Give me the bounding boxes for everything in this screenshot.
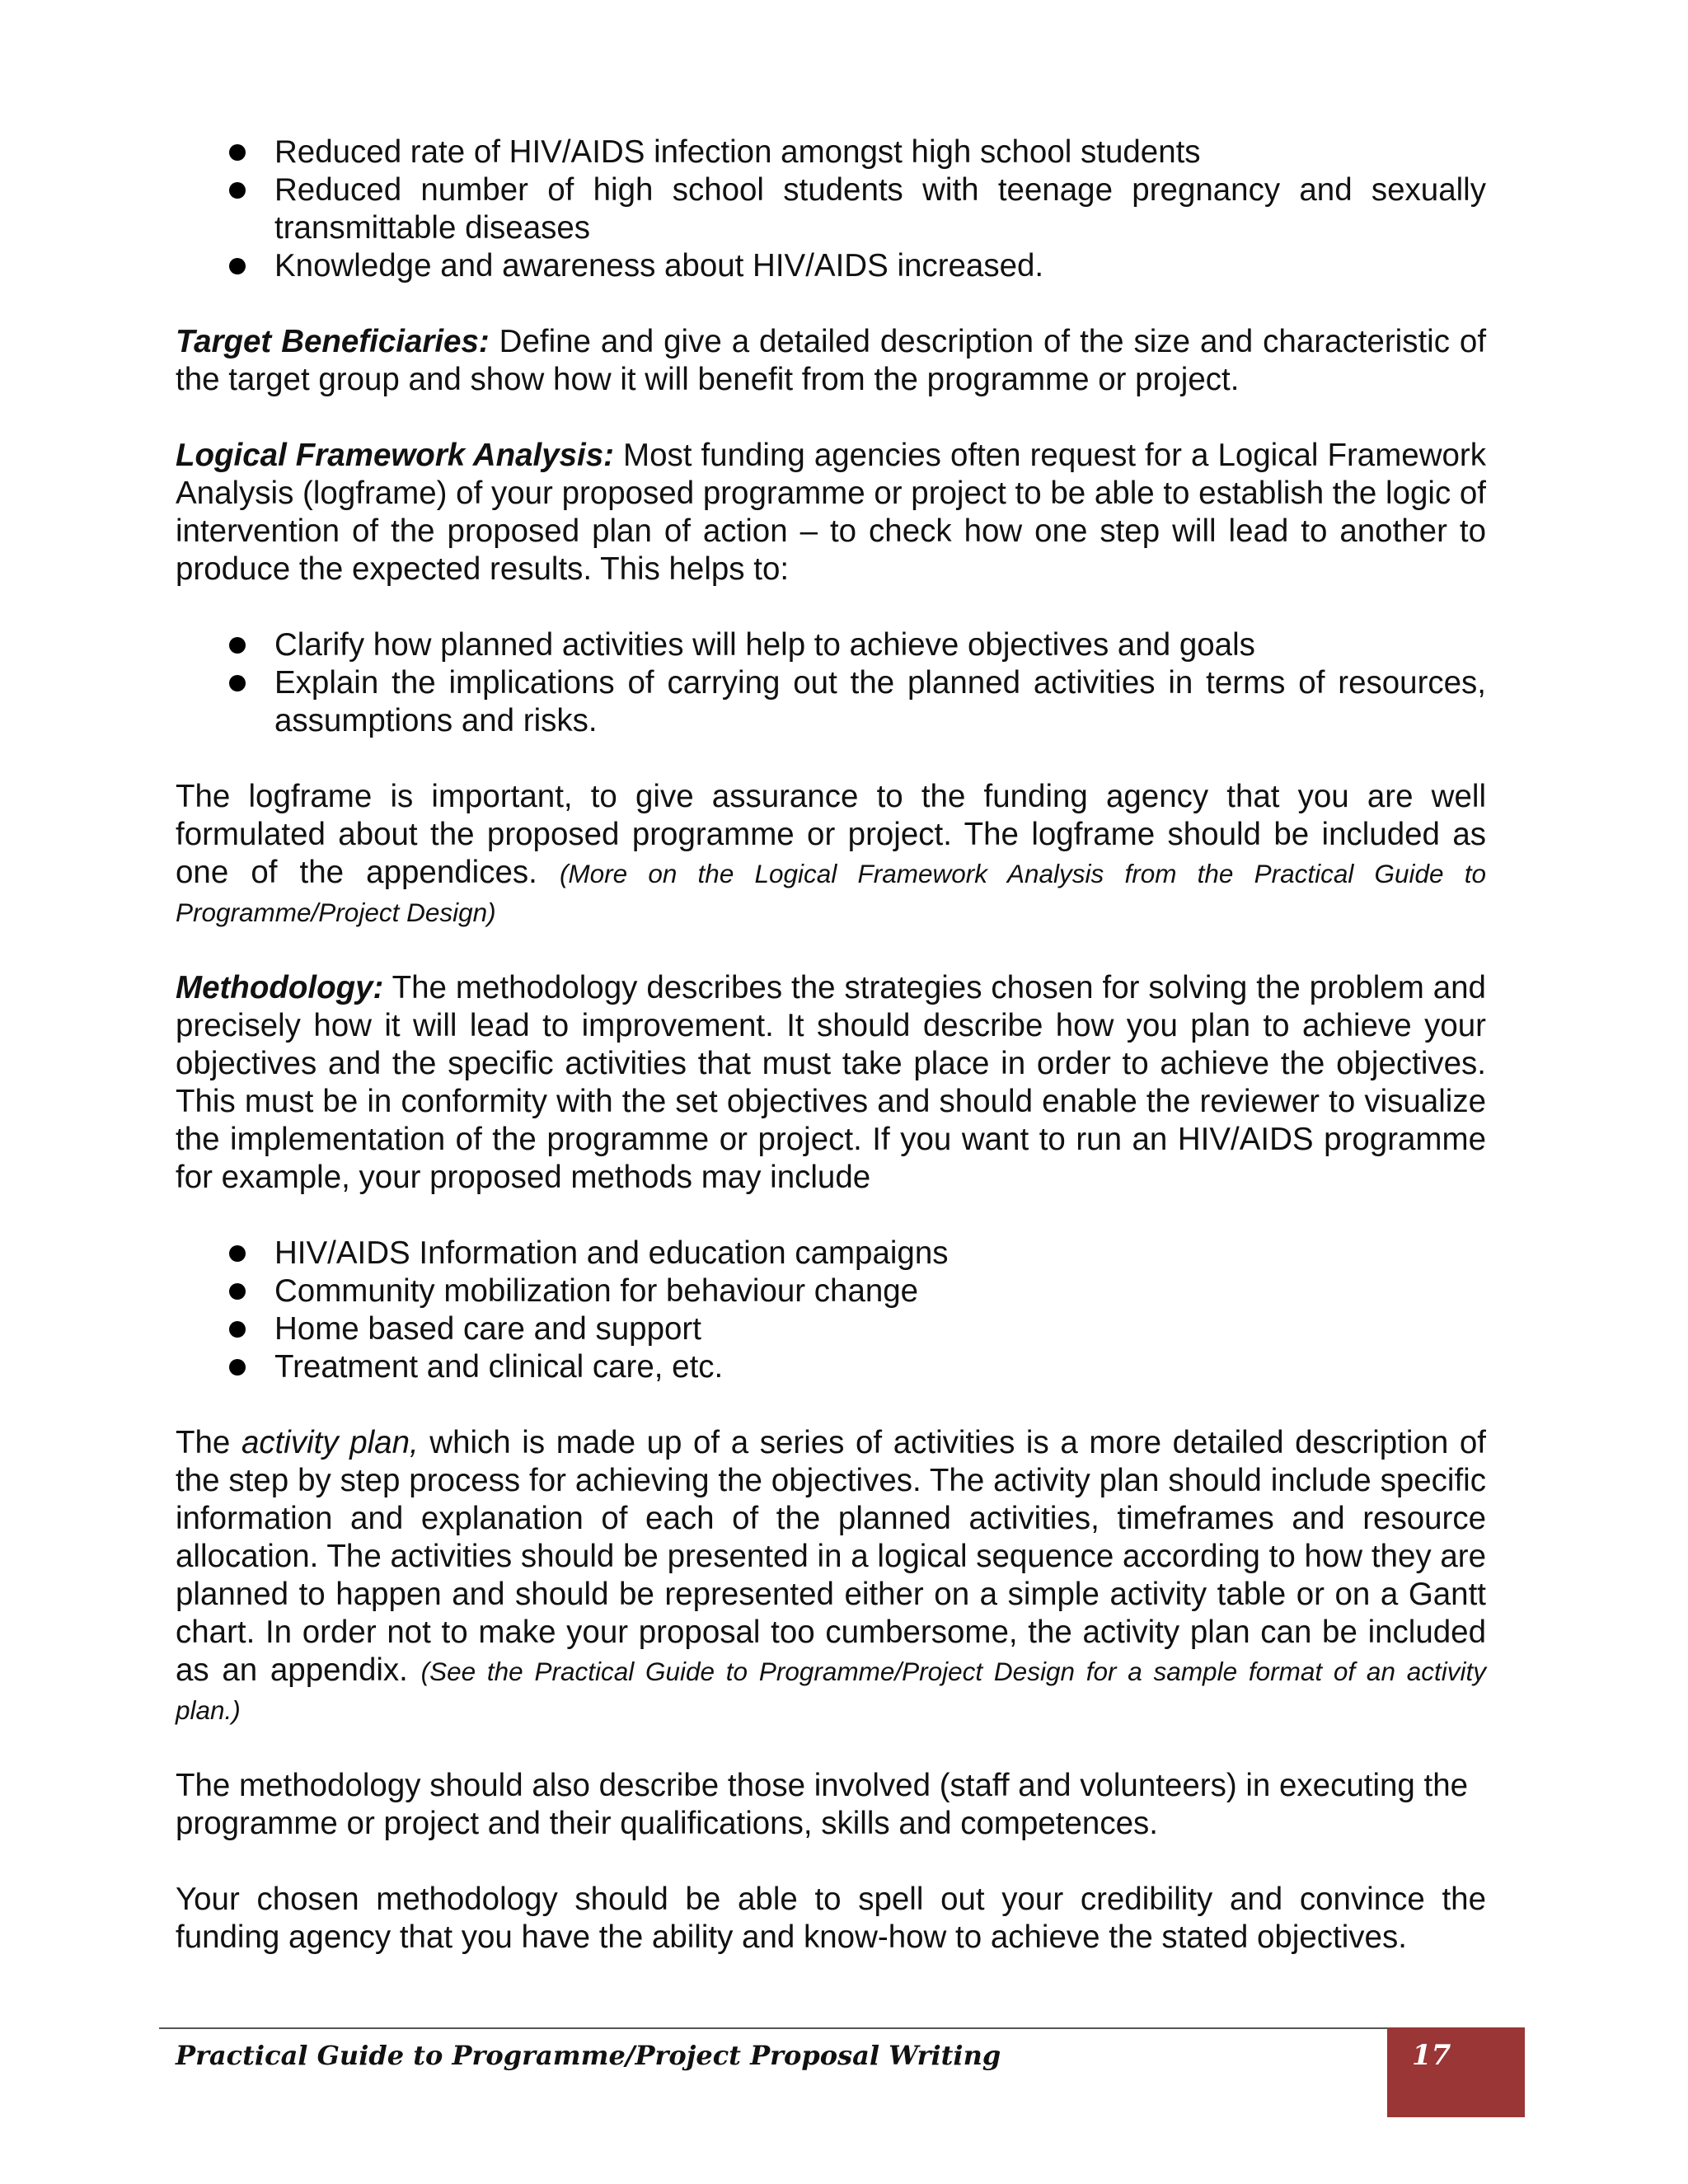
logframe-label: Logical Framework Analysis: (176, 438, 614, 473)
target-beneficiaries-paragraph (176, 323, 1486, 399)
logframe-importance-text: The logframe is important, to give assurance to the funding agency that you are well formulated about the proposed programme or project. The logframe should be included as one of the appendices. (176, 779, 1486, 890)
target-beneficiaries-text: Define and give a detailed description of the size and characteristic of the target group and show how it will benefit from the programme or project. (176, 324, 1487, 397)
logframe-importance-paragraph (176, 778, 1486, 931)
methodology-text: The methodology describes the strategies chosen for solving the problem and precisely how it will lead to improvement. It should describe how you plan to achieve your objectives and the specific activities that must take place in order to achieve the objectives. This must be in conformity with the set objectives and should enable the reviewer to visualize the implementation of the programme or project. If you want to run an HIV/AIDS programme for example, your proposed methods may include (176, 970, 1486, 1195)
activity-plan-paragraph (176, 1424, 1486, 1729)
methodology-bullet-list (176, 1235, 1486, 1386)
list-item: HIV/AIDS Information and education campaigns (176, 1235, 1486, 1272)
footer-divider (159, 2027, 1387, 2029)
activity-plan-term: activity plan, (241, 1425, 419, 1460)
list-item: Clarify how planned activities will help to achieve objectives and goals (176, 626, 1486, 664)
activity-plan-text-after: which is made up of a series of activities is a more detailed description of the step by step process for achieving the objectives. The activity plan should include specific information and explanation of each of the planned activities, timeframes and resource allocation. The activities should be presented in a logical sequence according to how they are planned to happen and should be represented either on a simple activity table or on a Gantt chart. In order not to make your proposal too cumbersome, the activity plan can be included as an appendix. (176, 1425, 1486, 1688)
target-beneficiaries-label: Target Beneficiaries: (176, 324, 490, 359)
list-item: Community mobilization for behaviour change (176, 1272, 1486, 1310)
list-item: Knowledge and awareness about HIV/AIDS increased. (176, 247, 1486, 285)
activity-plan-text-before: The (176, 1425, 231, 1460)
page-number: 17 (1412, 2039, 1451, 2072)
logframe-text: Most funding agencies often request for a Logical Framework Analysis (logframe) of your proposed programme or project to be able to establish the logic of intervention of the proposed plan of action – to check how one step will lead to another to produce the expected results. This helps to: (176, 438, 1487, 587)
methodology-paragraph (176, 969, 1486, 1197)
intro-bullet-list (176, 134, 1486, 285)
methodology-label: Methodology: (176, 970, 384, 1005)
logframe-reference-note: (More on the Logical Framework Analysis from the Practical Guide to Programme/Project Design) (176, 859, 1486, 927)
list-item: Reduced number of high school students with teenage pregnancy and sexually transmittable diseases (176, 171, 1486, 247)
page-content (176, 134, 1486, 1957)
activity-plan-reference-note: (See the Practical Guide to Programme/Project Design for a sample format of an activity plan.) (176, 1657, 1486, 1725)
page-number-box (1387, 2027, 1525, 2117)
logframe-bullet-list (176, 626, 1486, 740)
list-item: Treatment and clinical care, etc. (176, 1348, 1486, 1386)
logframe-paragraph (176, 437, 1486, 588)
closing-paragraph: Your chosen methodology should be able to spell out your credibility and convince the funding agency that you have the ability and know-how to achieve the stated objectives. (176, 1882, 1486, 1955)
list-item: Reduced rate of HIV/AIDS infection amongst high school students (176, 134, 1486, 171)
list-item: Home based care and support (176, 1310, 1486, 1348)
footer-title: Practical Guide to Programme/Project Proposal Writing (176, 2040, 1001, 2071)
methodology-staff-paragraph: The methodology should also describe those involved (staff and volunteers) in executing the programme or project and their qualifications, skills and competences. (176, 1768, 1469, 1841)
list-item: Explain the implications of carrying out the planned activities in terms of resources, assumptions and risks. (176, 664, 1486, 740)
